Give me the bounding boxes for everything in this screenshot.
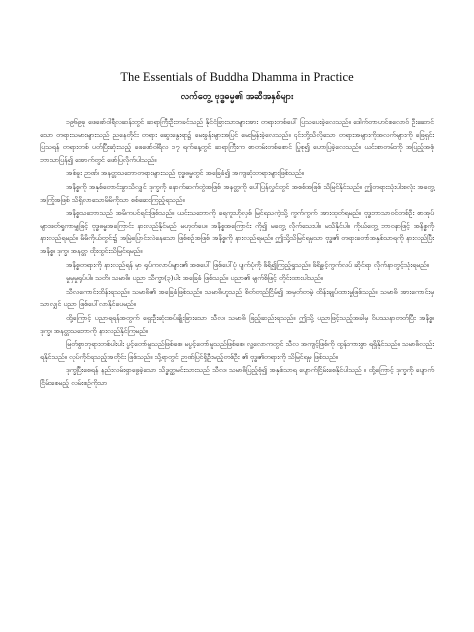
paragraph: မှုမှမှုရုပ်ပါ။ သတိ၊ သမာဓိ၊ ပညာ သီက္ခာ(၃)ပါး အခြေခံ ဖြစ်သည်။ ပညာ၏ မျက်စိဖြင့် တိုင်းထားပါသည်။ — [66, 274, 323, 283]
paragraph: ဒုက္ခပြီးစေရန် နည်းလမ်းရှာဖွေခဲ့သော သိဒ္ဓတ္ထမင်းသားသည် သီလ၊ သမာဓိပြည့်စုံ၍ အနှစ်သာရ ပျောက်ငြိမ်းစေနိုင်ပါသည် ။ ထို့ကြောင့် ဒုက္ခကို ပျောက်ငြိမ်းစေမည့် လမ်းစဉ်ကိုသာ — [40, 366, 434, 387]
document-subtitle: လက်တွေ့ ဗုဒ္ဓဓမ္မ၏ အဆီအနှစ်များ — [180, 92, 294, 102]
paragraph: ထို့ကြောင့် ပညာရရန်အတွက် ရှေးဦးဆုံးအပ်ချိုးခြားသော သီလ၊ သမာဓိ ဖြည့်ဆည်းရသည်။ ဤသို့ ပညာဖြင့်သည့်အခါမှ ဝိပဿနာတတ်ပြီး အနိစ္စ၊ ဒုက္ခ၊ အနတ္တသဘောကို နားလည်နိုင်ကြမည်။ — [40, 313, 434, 335]
paragraph: ၁၉၆၉ခု ဖေဖော်ဝါရီလဆန်းတွင် ဆရာကြီးဦးဘခင်သည် နိုင်ငံခြားသားများအား တရားတစ်ပေါ် ပြသပေးခဲ့လေသည်။ ဒေါက်တာဟင်စလောဝ် ဦးဆောင်သော တရားသမားများသည် ညနေတိုင်း တရား ဆွေးနွေးရာ၌ မေးခွန်းများအပြင် မေးမြန်းခဲ့လေသည်။ ၎င်းတို့သိလိုသော တရားအများကိုအလက်များကို ဖြေရှင်းပြသရန် တရားတစ် ပတ်ပြီးဆုံးသည့် ဖေဖော်ဝါရီလ ၁၇ ရက်နေ့တွင် ဆရာကြီးက စာတမ်းတစ်စောင် ပြုစု၍ ဟောပြခဲ့လေသည်။ ယင်းစာတမ်းကို အပြည့်အစုံဘာသာပြန်၍ အောက်တွင် ဖော်ပြလိုက်ပါသည်။ — [40, 118, 434, 164]
document-title: The Essentials of Buddha Dhamma in Practice — [120, 70, 354, 84]
paragraph: အနိစ္စတရားကို နားလည်ရန် မှာ ရုပ်ကလာပ်များ၏ အစပေါ် ဖြစ်ပေါ်ပုံ ပျက်ပုံကို ဖိရိ၍ကြည့်ရှုသည်။ ဖိရိခွင့်ကွက်လပ် ဆိုင်ရာ လိုက်နာတွင့်သုံးရမည်။ — [66, 260, 429, 269]
paragraph: အနိစ္စသဘောသည် အမိကပင်ရင်းဖြစ်သည်။ ယင်းသဘောကို ရေကူးဟိုလှစ် မြင်ရသကဲ့သို့ ကွက်ကွက် အားထုတ်ရမည်။ ဗုဒ္ဓဘာသာဝင်တစ်ဦး စာအုပ်များဖတ်ရှုကာမျှဖြင့် ဗုဒ္ဓဓမ္မအကြောင်း နားလည်နိုင်မည် မဟုတ်ပေ။ အနိစ္စအကြောင်း ကို၍ မတွေ့ လိုက်သေးပါ။ မသိနိုင်ပါ။ ကိုယ်တွေ့ ဘာဝနာဖြင့် အနိစ္စကို နားလည်ရမည်။ မိမိကိုယ်တွင်း၌ အမြဲပြောင်းလဲနေသော ဖြစ်စဉ်အဖြစ် အနိစ္စကို နားလည်ရမည်။ ဤသို့သိမြင်ရမှသာ ဗုဒ္ဓ၏ တရားတော်အနှစ်သာရကို နားလည်ပြီး အနိစ္စ၊ ဒုက္ခ၊ အနတ္တ ထိုးထွင်းသိမြင်ရမည်။ — [40, 209, 434, 255]
paragraph: မြတ်စွာဘုရားတစ်ပါးပါး ပွင့်တော်မူသည်ဖြစ်စေ၊ မပွင့်တော်မူသည်ဖြစ်စေ၊ လူ့လောကတွင် သီလ အကျင့်ဖြစ်ကို ထွန်းကားစွာ ရရှိနိုင်သည်။ သမာဓိလည်း ရနိုင်သည်။ လုပ်ကိုင်ရသည့်အတိုင်း ဖြစ်သည်။ သို့ရာတွင် ဉာဏ်ပြင်ရှိဦးမည့်တစ်ဦး ၏ ဗုဒ္ဓ၏တရားကို သိမြင်ရမှ ဖြစ်သည်။ — [40, 340, 434, 361]
paragraph: အနိစ္စကို အနုစ်တောင်းခွာသိလျှင် ဒုက္ခကို နောက်ဆက်တွဲအဖြစ် အနတ္တကို ပေါ်ပြန်လွှင်တွင် အစစ်အဖြစ် သိမြင်နိုင်သည်။ ဤတရားသုံးပါးစလုံး အတွေ့ အကြုံအဖြစ် သိရှိလာသောမိမိကိုသာ စစ်ဆေးကြည့်ရသည်။ — [40, 182, 434, 204]
paragraph: အစ်ခူး ဉာဏ်၊ အနတ္တသဘောတရားများသည် ဗုဒ္ဓဓမ္မတွင် အခြေခံ၍ အကျဆုံးတရားများဖြစ်သည်။ — [66, 169, 304, 178]
paragraph: သီလကောင်းထိန်းရသည်။ သမာဓိ၏ အခြေခံဖြစ်သည်။ သမာဓိဟူသည် စိတ်တည်ငြိမ်၍ အမှတ်တမဲ့ ထိန်းချုပ်ထားမှုဖြစ်သည်။ သမာဓိ အားကောင်းမှသာလျှင် ပညာ ဖြစ်ပေါ်လာနိုင်ပေမည်။ — [40, 287, 434, 309]
